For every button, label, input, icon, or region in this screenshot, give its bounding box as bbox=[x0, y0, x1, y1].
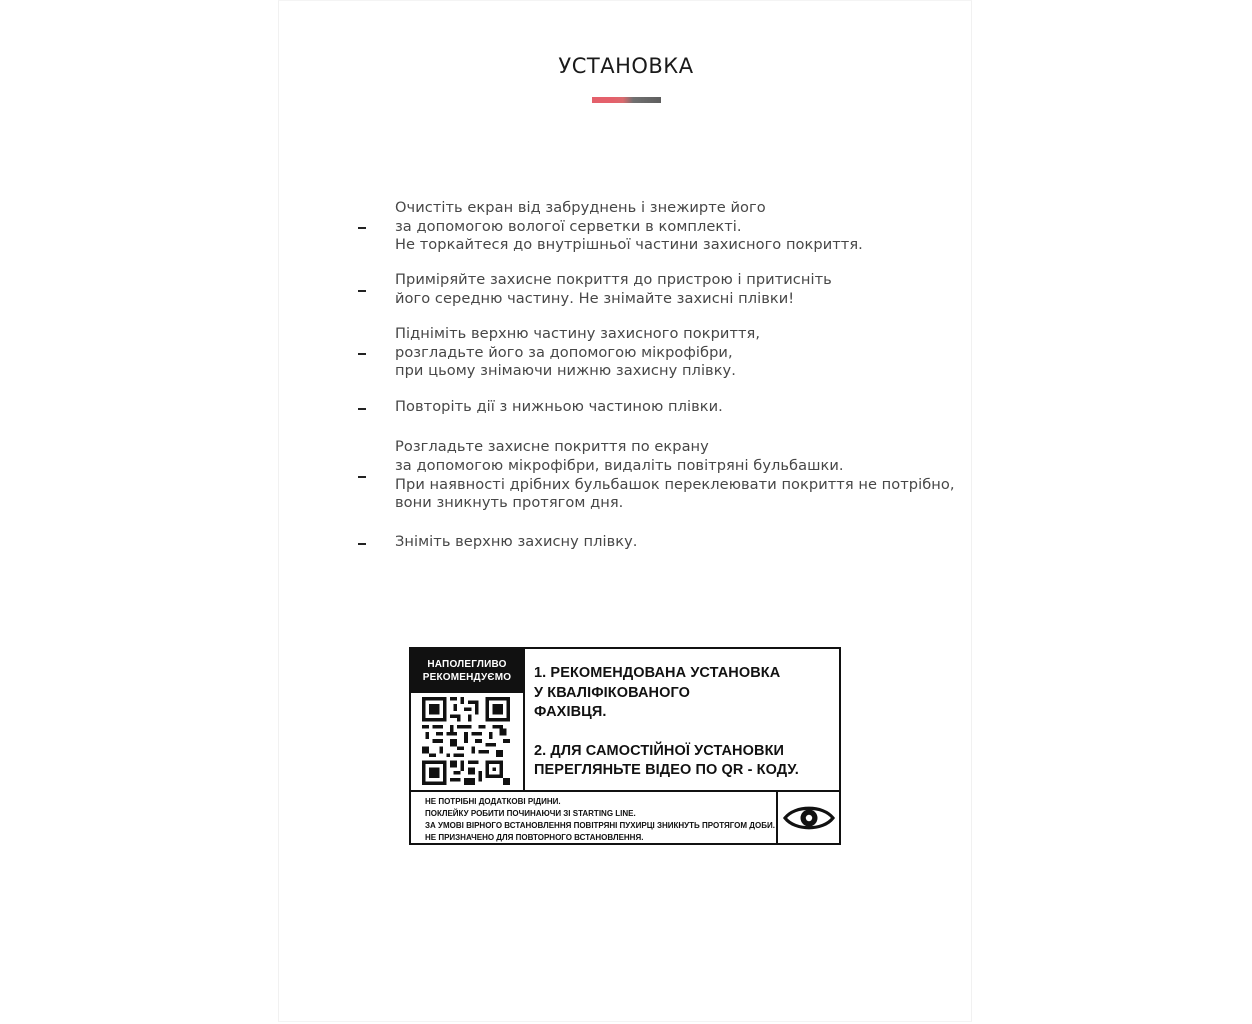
installation-steps bbox=[356, 199, 996, 552]
dash-bullet bbox=[358, 353, 366, 355]
note-line: ЗА УМОВІ ВІРНОГО ВСТАНОВЛЕННЯ ПОВІТРЯНІ ПУХИРЦІ ЗНИКНУТЬ ПРОТЯГОМ ДОБИ. bbox=[425, 821, 775, 830]
step-text: Очистіть екран від забруднень і знежирте його за допомогою вологої серветки в комплекті. Не торкайтеся до внутрішньої частини захисного покриття. bbox=[395, 199, 863, 254]
eye-icon bbox=[783, 803, 835, 833]
recommendation-line: ФАХІВЦЯ. bbox=[534, 704, 607, 720]
step-item bbox=[356, 398, 996, 417]
dash-bullet bbox=[358, 408, 366, 410]
qr-column bbox=[411, 649, 525, 790]
notes bbox=[425, 796, 775, 844]
note-line: НЕ ПОТРІБНІ ДОДАТКОВІ РІДИНИ. bbox=[425, 797, 561, 806]
title-underline bbox=[592, 97, 661, 103]
note-line: НЕ ПРИЗНАЧЕНО ДЛЯ ПОВТОРНОГО ВСТАНОВЛЕННЯ. bbox=[425, 833, 644, 842]
eye-cell bbox=[776, 792, 839, 843]
recommendation-line: 2. ДЛЯ САМОСТІЙНОЇ УСТАНОВКИ bbox=[534, 742, 785, 759]
step-text: Повторіть дії з нижньою частиною плівки. bbox=[395, 398, 723, 416]
qr-code-icon[interactable] bbox=[422, 697, 510, 785]
dash-bullet bbox=[358, 543, 366, 545]
badge-line: НАПОЛЕГЛИВО bbox=[427, 659, 507, 670]
recommendation-top bbox=[411, 649, 839, 792]
dash-bullet bbox=[358, 476, 366, 478]
step-text: Підніміть верхню частину захисного покриття, розгладьте його за допомогою мікрофібри, при цьому знімаючи нижню захисну плівку. bbox=[395, 325, 761, 380]
step-text: Зніміть верхню захисну плівку. bbox=[395, 533, 638, 551]
badge-line: РЕКОМЕНДУЄМО bbox=[422, 672, 512, 683]
step-item bbox=[356, 271, 996, 308]
step-text: Розгладьте захисне покриття по екрану за допомогою мікрофібри, видаліть повітряні бульбашки. При наявності дрібних бульбашок переклеювати покриття не потрібно, вони зникнуть протягом дня. bbox=[395, 438, 955, 512]
step-item bbox=[356, 325, 996, 381]
recommendation-bottom bbox=[411, 792, 839, 843]
step-item bbox=[356, 533, 996, 552]
note-line: ПОКЛЕЙКУ РОБИТИ ПОЧИНАЮЧИ ЗІ STARTING LINE. bbox=[425, 809, 636, 818]
step-item bbox=[356, 199, 996, 255]
recommendation-text bbox=[534, 664, 799, 781]
dash-bullet bbox=[358, 227, 366, 229]
recommendation-line: У КВАЛІФІКОВАНОГО bbox=[534, 684, 691, 701]
page-title: УСТАНОВКА bbox=[558, 54, 694, 78]
recommendation-line: 1. РЕКОМЕНДОВАНА УСТАНОВКА bbox=[534, 665, 781, 681]
step-item bbox=[356, 438, 996, 513]
dash-bullet bbox=[358, 290, 366, 292]
step-text: Приміряйте захисне покриття до пристрою і притисніть його середню частину. Не знімайте захисні плівки! bbox=[395, 270, 832, 307]
recommendation-line: ПЕРЕГЛЯНЬТЕ ВІДЕО ПО QR - КОДУ. bbox=[534, 762, 799, 778]
recommend-badge bbox=[411, 649, 523, 693]
recommendation-box bbox=[409, 647, 841, 845]
